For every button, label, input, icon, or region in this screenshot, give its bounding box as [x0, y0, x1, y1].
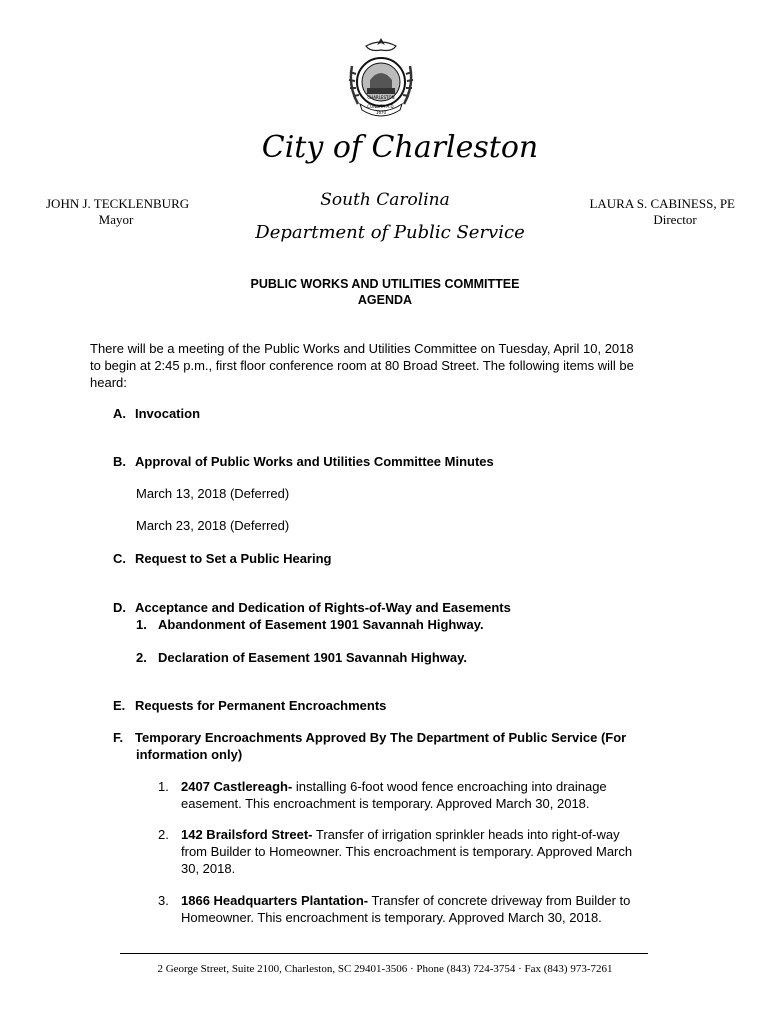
- seal-text-year: 1670: [375, 110, 387, 115]
- agenda-item-e: [113, 697, 386, 714]
- easement-item-1: [136, 616, 484, 633]
- encroachment-text: Homeowner. This encroachment is temporary. Approved March 30, 2018.: [181, 910, 602, 925]
- encroachment-address: 2407 Castlereagh-: [181, 779, 293, 794]
- agenda-item-a: [113, 405, 200, 422]
- agenda-item-d: [113, 599, 511, 616]
- item-label: Temporary Encroachments Approved By The Department of Public Service (For: [135, 730, 627, 745]
- item-letter: E.: [113, 698, 126, 713]
- encroachment-entry: [181, 778, 607, 812]
- item-label: Invocation: [135, 406, 201, 421]
- encroachment-text: from Builder to Homeowner. This encroachment is temporary. Approved March: [181, 844, 633, 859]
- director-title: Director: [653, 212, 697, 227]
- item-letter: D.: [113, 600, 126, 615]
- encroachment-address: 1866 Headquarters Plantation-: [181, 893, 369, 908]
- agenda-heading: [0, 276, 770, 308]
- item-letter: A.: [113, 406, 126, 421]
- item-label: Request to Set a Public Hearing: [135, 551, 332, 566]
- easement-label: Declaration of Easement 1901 Savannah Highway.: [158, 650, 467, 665]
- intro-line: There will be a meeting of the Public Works and Utilities Committee on Tuesday, April 10, 2018: [90, 341, 634, 356]
- item-letter: F.: [113, 730, 124, 745]
- item-label: Requests for Permanent Encroachments: [135, 698, 387, 713]
- mayor-title: Mayor: [98, 212, 134, 227]
- encroachment-entry: [181, 892, 630, 926]
- encroachment-entry: [181, 826, 632, 877]
- footer-contact: 2 George Street, Suite 2100, Charleston, SC 29401-3506 · Phone (843) 724-3754 · Fax (843) 973-7261: [157, 963, 613, 975]
- city-name: City of Charleston: [261, 130, 539, 165]
- encroachment-text: easement. This encroachment is temporary. Approved March 30, 2018.: [181, 796, 590, 811]
- encroachment-text: Transfer of irrigation sprinkler heads into right-of-way: [312, 827, 620, 842]
- item-letter: C.: [113, 551, 126, 566]
- seal-text-name: CHARLESTON: [367, 95, 395, 100]
- director-name: LAURA S. CABINESS, PE: [589, 196, 735, 211]
- intro-line: heard:: [90, 375, 127, 390]
- easement-number: 1.: [136, 617, 147, 632]
- easement-number: 2.: [136, 650, 147, 665]
- encroachment-number: 2.: [158, 827, 169, 842]
- encroachment-text: Transfer of concrete driveway from Builder to: [368, 893, 631, 908]
- item-label: Approval of Public Works and Utilities Committee Minutes: [135, 454, 494, 469]
- item-letter: B.: [113, 454, 126, 469]
- encroachment-text: 30, 2018.: [181, 861, 236, 876]
- agenda-item-c: [113, 550, 332, 567]
- mayor-block: [46, 196, 196, 228]
- encroachment-address: 142 Brailsford Street-: [181, 827, 313, 842]
- encroachment-number: 3.: [158, 893, 169, 908]
- agenda-heading-line1: PUBLIC WORKS AND UTILITIES COMMITTEE: [250, 277, 520, 291]
- agenda-item-b: [113, 453, 494, 470]
- intro-line: to begin at 2:45 p.m., first floor conference room at 80 Broad Street. The following items will be: [90, 358, 634, 373]
- minutes-entry: March 23, 2018 (Deferred): [136, 518, 290, 533]
- item-label: Acceptance and Dedication of Rights-of-Way and Easements: [135, 600, 511, 615]
- easement-label: Abandonment of Easement 1901 Savannah Highway.: [158, 617, 484, 632]
- agenda-item-f: [113, 729, 626, 746]
- agenda-item-f-line2: information only): [136, 747, 243, 762]
- agenda-heading-line2: AGENDA: [357, 293, 413, 307]
- minutes-entry: March 13, 2018 (Deferred): [136, 486, 290, 501]
- encroachment-number: 1.: [158, 779, 169, 794]
- seal-text-founded: CONDITA A.D.: [367, 104, 395, 109]
- city-seal-icon: [342, 36, 420, 122]
- footer-divider: [120, 953, 648, 954]
- department-name: Department of Public Service: [255, 222, 525, 243]
- intro-paragraph: [90, 340, 690, 391]
- easement-item-2: [136, 649, 467, 666]
- mayor-name: JOHN J. TECKLENBURG: [46, 196, 190, 211]
- state-name: South Carolina: [320, 190, 450, 210]
- encroachment-text: installing 6-foot wood fence encroaching into drainage: [292, 779, 607, 794]
- director-block: [575, 196, 735, 228]
